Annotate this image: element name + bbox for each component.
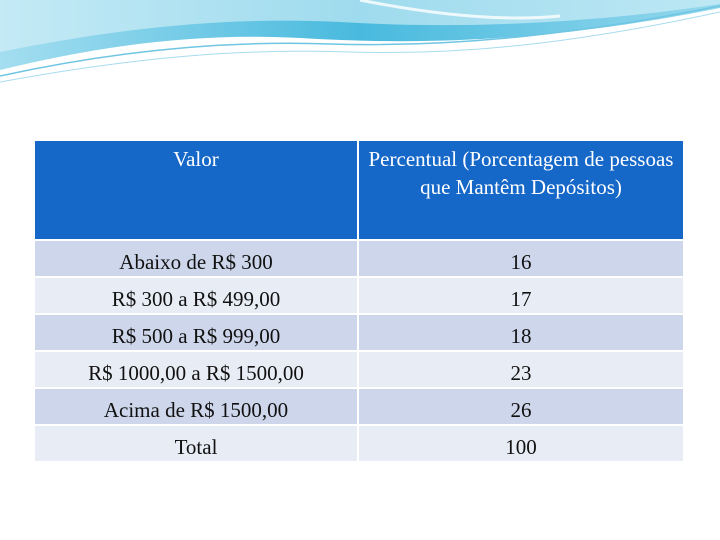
table-row [35,425,683,462]
cell-percentual: 17 [358,277,683,314]
cell-valor: R$ 300 a R$ 499,00 [35,277,358,314]
cell-valor: Total [35,425,358,462]
table-row [35,388,683,425]
cell-percentual: 100 [358,425,683,462]
header-valor: Valor [35,141,358,240]
header-percentual: Percentual (Porcentagem de pessoas que Mantêm Depósitos) [358,141,683,240]
cell-valor: R$ 500 a R$ 999,00 [35,314,358,351]
table-row [35,277,683,314]
cell-percentual: 18 [358,314,683,351]
deposit-percentage-table [35,141,683,463]
table-row [35,314,683,351]
table-row [35,240,683,277]
cell-percentual: 26 [358,388,683,425]
cell-valor: Abaixo de R$ 300 [35,240,358,277]
table-header-row [35,141,683,240]
cell-valor: R$ 1000,00 a R$ 1500,00 [35,351,358,388]
cell-valor: Acima de R$ 1500,00 [35,388,358,425]
decorative-wave-banner [0,0,720,90]
cell-percentual: 23 [358,351,683,388]
table-row [35,351,683,388]
cell-percentual: 16 [358,240,683,277]
